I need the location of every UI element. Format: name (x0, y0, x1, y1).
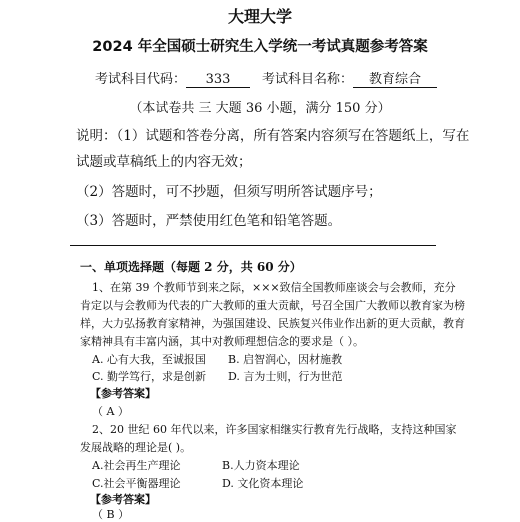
university-name: 大理大学 (227, 7, 292, 26)
exam-summary: （本试卷共 三 大题 36 小题，满分 150 分） (129, 101, 391, 116)
section-divider (70, 245, 436, 246)
instructions-line-1: 说明：（1）试题和答卷分离，所有答案内容须写在答题纸上，写在 (76, 128, 470, 144)
exam-title: 2024 年全国硕士研究生入学统一考试真题参考答案 (92, 39, 428, 55)
q1-answer-label: 【参考答案】 (90, 387, 156, 400)
q1-answer: （ A ） (92, 405, 129, 418)
section-title: 一、单项选择题（每题 2 分，共 60 分） (80, 260, 302, 274)
q1-option-c: C. 勤学笃行，求是创新 (92, 370, 207, 383)
instructions-line-3: （2）答题时，可不抄题，但须写明所答试题序号； (76, 184, 382, 200)
q1-line-1: 1、在第 39 个教师节到来之际，×××致信全国教师座谈会与会教师，充分 (92, 281, 456, 294)
q1-line-4: 家精神具有丰富内涵，其中对教师理想信念的要求是（ ）。 (80, 335, 364, 348)
q2-option-a: A.社会再生产理论 (92, 459, 181, 472)
q2-answer: （ B ） (92, 508, 130, 521)
q2-answer-label: 【参考答案】 (90, 493, 156, 506)
q1-option-a: A. 心有大我，至诚报国 (92, 353, 206, 366)
subject-name-value: 教育综合 (353, 68, 437, 88)
subject-name-label: 考试科目名称： (262, 72, 354, 87)
q2-option-c: C.社会平衡器理论 (92, 477, 181, 490)
subject-code-label: 考试科目代码： (95, 72, 187, 87)
q2-line-1: 2、20 世纪 60 年代以来，许多国家相继实行教育先行战略，支持这种国家 (92, 423, 457, 436)
subject-name-row (262, 68, 437, 88)
q2-option-b: B.人力资本理论 (222, 459, 300, 472)
q2-line-2: 发展战略的理论是( )。 (80, 441, 192, 454)
q1-line-2: 肯定以与会教师为代表的广大教师的重大贡献，号召全国广大教师以教育家为榜 (80, 299, 465, 312)
q1-option-d: D. 言为士则，行为世范 (228, 370, 343, 383)
q1-option-b: B. 启智润心，因材施教 (228, 353, 343, 366)
q2-option-d: D. 文化资本理论 (222, 477, 304, 490)
instructions-line-4: （3）答题时，严禁使用红色笔和铅笔答题。 (76, 213, 342, 229)
q1-line-3: 样，大力弘扬教育家精神，为强国建设、民族复兴伟业作出新的更大贡献，教育 (80, 317, 465, 330)
subject-code-value: 333 (186, 72, 250, 88)
subject-code-row (95, 68, 250, 88)
instructions-line-2: 试题或草稿纸上的内容无效； (76, 154, 252, 170)
